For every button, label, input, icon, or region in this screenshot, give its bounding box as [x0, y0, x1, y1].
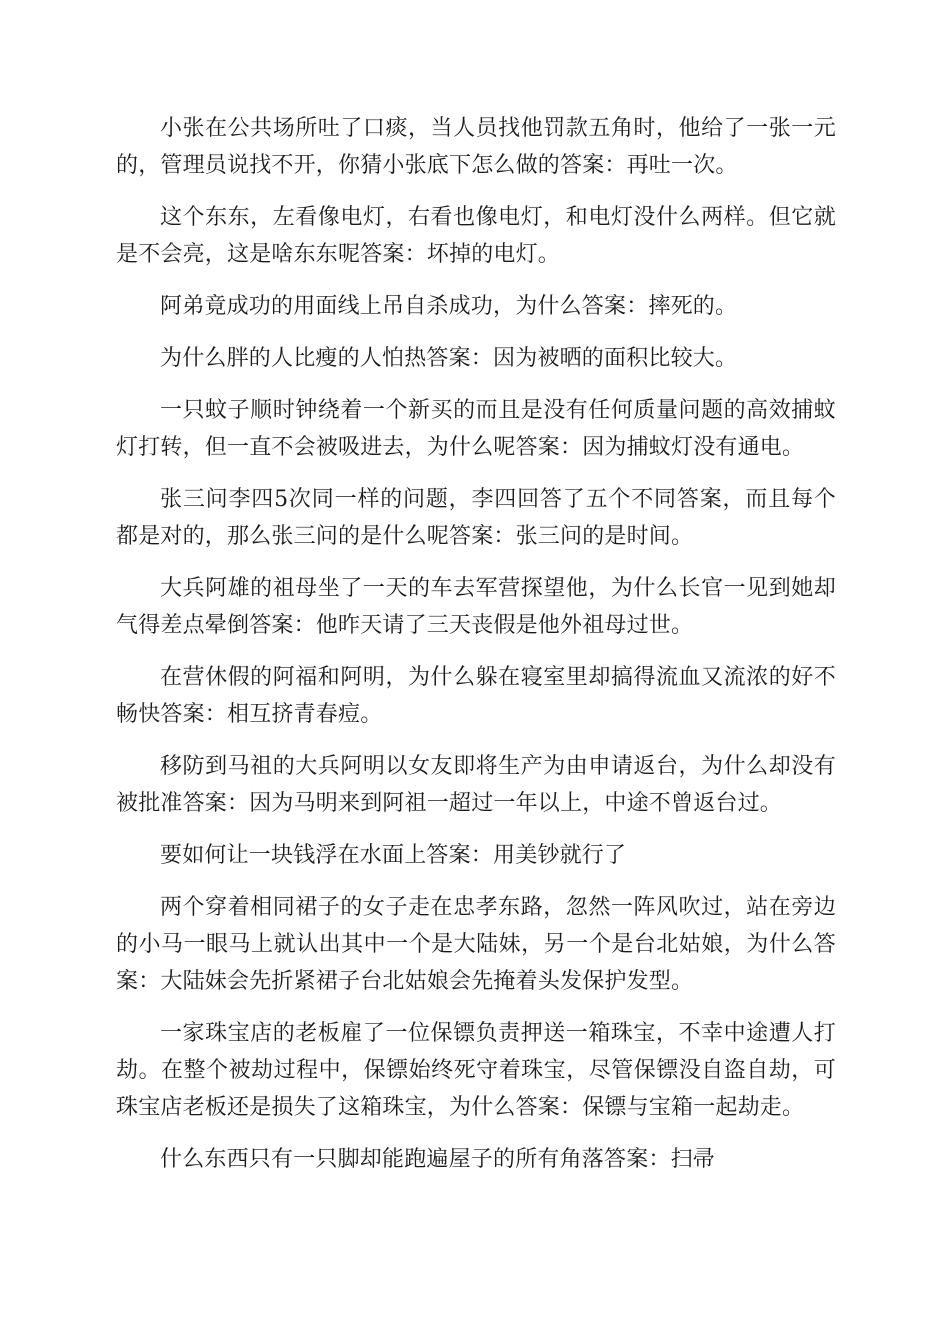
paragraph-3: 阿弟竟成功的用面线上吊自杀成功，为什么答案：摔死的。: [160, 294, 738, 319]
paragraph-2: 这个东东，左看像电灯，右看也像电灯，和电灯没什么两样。但它就是不会亮，这是啥东东呢答案：坏掉的电灯。: [116, 205, 836, 267]
paragraph-6: 张三问李四5次同一样的问题，李四回答了五个不同答案，而且每个都是对的，那么张三问的是什么呢答案：张三问的是时间。: [116, 487, 836, 549]
paragraph-13: 什么东西只有一只脚却能跑遍屋子的所有角落答案：扫帚: [160, 1147, 716, 1172]
paragraph-7: 大兵阿雄的祖母坐了一天的车去军营探望他，为什么长官一见到她却气得差点晕倒答案：他昨天请了三天丧假是他外祖母过世。: [116, 576, 836, 638]
paragraph-12: 一家珠宝店的老板雇了一位保镖负责押送一箱珠宝，不幸中途遭人打劫。在整个被劫过程中，保镖始终死守着珠宝，尽管保镖没自盗自劫，可珠宝店老板还是损失了这箱珠宝，为什么答案：保镖与宝箱一起劫走。: [116, 1021, 836, 1120]
paragraph-8: 在营休假的阿福和阿明，为什么躲在寝室里却搞得流血又流浓的好不畅快答案：相互挤青春痘。: [116, 665, 836, 727]
paragraph-4: 为什么胖的人比瘦的人怕热答案：因为被晒的面积比较大。: [160, 346, 738, 371]
paragraph-9: 移防到马祖的大兵阿明以女友即将生产为由申请返台，为什么却没有被批准答案：因为马明来到阿祖一超过一年以上，中途不曾返台过。: [116, 754, 836, 816]
paragraph-5: 一只蚊子顺时钟绕着一个新买的而且是没有任何质量问题的高效捕蚊灯打转，但一直不会被吸进去，为什么呢答案：因为捕蚊灯没有通电。: [116, 398, 836, 460]
paragraph-11: 两个穿着相同裙子的女子走在忠孝东路，忽然一阵风吹过，站在旁边的小马一眼马上就认出其中一个是大陆妹，另一个是台北姑娘，为什么答案：大陆妹会先折紧裙子台北姑娘会先掩着头发保护发型。: [116, 895, 836, 994]
paragraph-10: 要如何让一块钱浮在水面上答案：用美钞就行了: [160, 843, 627, 868]
document-body: [116, 110, 836, 1193]
paragraph-1: 小张在公共场所吐了口痰，当人员找他罚款五角时，他给了一张一元的，管理员说找不开，你猜小张底下怎么做的答案：再吐一次。: [116, 116, 836, 178]
